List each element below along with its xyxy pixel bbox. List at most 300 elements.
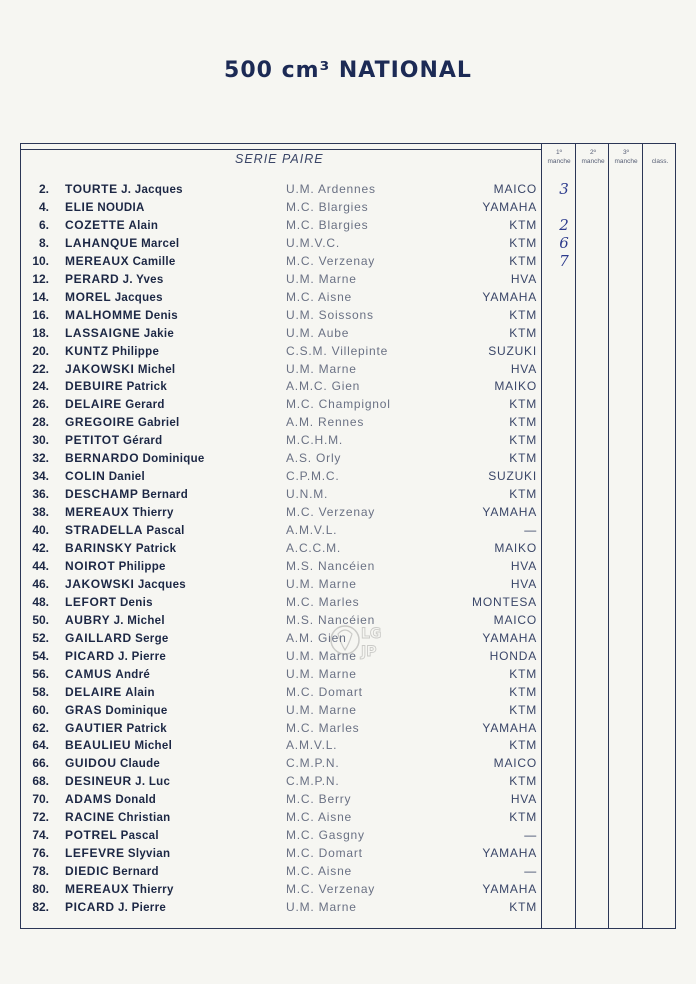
table-row xyxy=(21,198,543,216)
rider-brand: KTM xyxy=(509,702,537,717)
table-row xyxy=(21,503,543,521)
table-row xyxy=(21,647,543,665)
header-manche-1: 1º manche xyxy=(547,149,571,165)
rider-brand: KTM xyxy=(509,666,537,681)
manche-1-result: 7 xyxy=(559,251,569,270)
rider-brand: KTM xyxy=(509,325,537,340)
rider-brand: MAICO xyxy=(493,612,537,627)
rider-brand: KTM xyxy=(509,217,537,232)
rider-surname: GUIDOU xyxy=(65,756,117,771)
rider-surname: BEAULIEU xyxy=(65,738,132,753)
table-row xyxy=(21,251,569,270)
rider-name xyxy=(65,701,168,720)
rider-name xyxy=(65,431,163,450)
table-row xyxy=(21,898,543,916)
rider-number: 26. xyxy=(32,397,49,412)
table-row xyxy=(21,270,543,288)
table-row xyxy=(21,324,543,342)
rider-club: M.C. Aisne xyxy=(286,864,353,879)
rider-brand: KTM xyxy=(509,684,537,699)
rider-firstname: Marcel xyxy=(141,237,180,250)
rider-club: M.C. Domart xyxy=(286,684,363,699)
rider-club: C.M.P.N. xyxy=(286,756,340,771)
rider-surname: MOREL xyxy=(65,289,112,304)
table-row xyxy=(21,719,543,737)
rider-number: 54. xyxy=(32,648,49,663)
rider-brand: KTM xyxy=(509,900,537,914)
rider-surname: MEREAUX xyxy=(65,882,130,897)
rider-surname: RACINE xyxy=(65,810,115,825)
rider-name xyxy=(65,898,166,917)
rider-firstname: Donald xyxy=(115,794,157,807)
rider-surname: COLIN xyxy=(65,469,106,484)
rider-brand: HVA xyxy=(510,792,537,807)
rider-name xyxy=(65,772,170,791)
rider-brand: — xyxy=(524,828,537,843)
rider-firstname: Patrick xyxy=(126,722,168,735)
rider-surname: DIEDIC xyxy=(65,864,110,879)
table-row xyxy=(21,736,543,754)
rider-brand: SUZUKI xyxy=(488,343,537,358)
rider-club: U.M. Marne xyxy=(286,361,357,376)
table-row xyxy=(21,880,543,898)
rider-name xyxy=(65,736,172,755)
rider-firstname: André xyxy=(115,668,151,681)
column-divider xyxy=(642,144,643,928)
serie-heading: SERIE PAIRE xyxy=(235,152,324,166)
rider-brand: KTM xyxy=(509,307,537,322)
table-row xyxy=(21,611,543,629)
svg-text:LG: LG xyxy=(361,626,382,642)
rider-firstname: Philippe xyxy=(112,345,160,358)
rider-surname: TOURTE xyxy=(65,182,118,196)
rider-club: U.M. Soissons xyxy=(286,307,374,322)
rider-surname: LASSAIGNE xyxy=(65,325,141,340)
rider-firstname: J. Michel xyxy=(113,614,165,627)
rider-club: M.C. Verzenay xyxy=(286,882,376,897)
rider-name xyxy=(65,862,159,881)
rider-surname: PICARD xyxy=(65,900,115,914)
rider-surname: NOIROT xyxy=(65,558,116,573)
rider-number: 24. xyxy=(32,379,49,394)
rider-number: 32. xyxy=(32,451,49,466)
rider-club: M.C. Domart xyxy=(286,846,363,861)
rider-number: 82. xyxy=(32,900,49,914)
rider-number: 38. xyxy=(32,505,49,520)
rider-club: U.M. Marne xyxy=(286,648,357,663)
rider-name xyxy=(65,449,205,468)
table-row xyxy=(21,575,543,593)
table-row xyxy=(21,342,543,360)
rider-name xyxy=(65,467,145,486)
rider-brand: KTM xyxy=(509,487,537,502)
rider-firstname: Daniel xyxy=(108,471,145,484)
rider-surname: AUBRY xyxy=(65,612,111,627)
rider-brand: YAMAHA xyxy=(482,199,537,214)
rider-club: M.S. Nancéien xyxy=(286,612,376,627)
rider-number: 60. xyxy=(32,702,49,717)
rider-brand: HVA xyxy=(510,576,537,591)
table-row xyxy=(21,377,543,395)
rider-name xyxy=(65,377,167,396)
rider-name xyxy=(65,360,175,379)
rider-firstname: Denis xyxy=(119,596,153,609)
table-row xyxy=(21,180,569,198)
table-row xyxy=(21,431,543,449)
rider-name xyxy=(65,719,167,738)
rider-firstname: NOUDIA xyxy=(97,201,145,214)
rider-surname: LAHANQUE xyxy=(65,235,138,250)
rider-club: M.C. Blargies xyxy=(286,199,369,214)
rider-number: 14. xyxy=(32,289,49,304)
rider-surname: LEFORT xyxy=(65,594,117,609)
rider-firstname: Jacques xyxy=(137,578,186,591)
rider-name xyxy=(65,557,166,576)
rider-firstname: Slyvian xyxy=(127,848,171,861)
rider-firstname: Claude xyxy=(119,758,161,771)
rider-number: 12. xyxy=(32,271,49,286)
rider-brand: YAMAHA xyxy=(482,289,537,304)
rider-firstname: Bernard xyxy=(141,489,189,502)
rider-club: C.M.P.N. xyxy=(286,774,340,789)
table-row xyxy=(21,683,543,701)
rider-number: 64. xyxy=(32,738,49,753)
rider-club: A.C.C.M. xyxy=(286,541,342,555)
table-row xyxy=(21,485,543,503)
table-row xyxy=(21,539,543,557)
rider-brand: KTM xyxy=(509,451,537,466)
rider-surname: GAUTIER xyxy=(65,720,124,735)
rider-surname: CAMUS xyxy=(65,666,112,681)
rider-number: 50. xyxy=(32,612,49,627)
rider-brand: HONDA xyxy=(489,648,537,663)
rider-number: 2. xyxy=(38,182,49,196)
rider-surname: DESINEUR xyxy=(65,774,132,789)
table-row xyxy=(21,288,543,306)
results-table xyxy=(20,143,676,929)
svg-text:JP: JP xyxy=(361,644,377,660)
table-row xyxy=(21,808,543,826)
rider-club: U.M. Marne xyxy=(286,702,357,717)
rider-number: 70. xyxy=(32,792,49,807)
rider-surname: JAKOWSKI xyxy=(65,576,135,591)
rider-brand: KTM xyxy=(509,397,537,412)
column-divider xyxy=(608,144,609,928)
rider-firstname: Alain xyxy=(125,686,155,699)
rider-number: 56. xyxy=(32,666,49,681)
rider-number: 68. xyxy=(32,774,49,789)
rider-firstname: Gérard xyxy=(123,435,163,448)
rider-firstname: Alain xyxy=(128,219,159,232)
rider-club: U.M. Ardennes xyxy=(286,182,376,196)
rider-firstname: Michel xyxy=(134,740,173,753)
rider-name xyxy=(65,216,158,235)
rider-number: 52. xyxy=(32,630,49,645)
rider-firstname: Dominique xyxy=(142,453,205,466)
rider-name xyxy=(65,306,178,325)
rider-firstname: Thierry xyxy=(132,884,174,897)
table-row xyxy=(21,449,543,467)
rider-name xyxy=(65,198,145,217)
rider-firstname: Michel xyxy=(137,363,176,376)
rider-number: 76. xyxy=(32,846,49,861)
rider-surname: STRADELLA xyxy=(65,523,144,538)
rider-surname: PETITOT xyxy=(65,433,120,448)
rider-brand: KTM xyxy=(509,810,537,825)
rider-club: M.C. Aisne xyxy=(286,810,353,825)
rider-firstname: Philippe xyxy=(118,560,166,573)
rider-name xyxy=(65,180,183,199)
rider-firstname: J. Jacques xyxy=(121,184,183,196)
rider-number: 58. xyxy=(32,684,49,699)
rider-name xyxy=(65,808,171,827)
rider-name xyxy=(65,270,164,289)
rider-firstname: J. Luc xyxy=(135,776,171,789)
rider-firstname: Gabriel xyxy=(137,417,180,430)
rider-club: A.S. Orly xyxy=(286,451,342,466)
rider-firstname: J. Pierre xyxy=(117,650,167,663)
rider-number: 62. xyxy=(32,720,49,735)
manche-1-result: 3 xyxy=(559,180,569,198)
rider-brand: KTM xyxy=(509,433,537,448)
rider-name xyxy=(65,826,159,845)
rider-firstname: Christian xyxy=(117,812,171,825)
rider-club: M.C. Blargies xyxy=(286,217,369,232)
rider-name xyxy=(65,252,176,271)
page-title: 500 cm³ NATIONAL xyxy=(224,58,472,83)
rider-number: 20. xyxy=(32,343,49,358)
rider-firstname: Gerard xyxy=(125,399,165,412)
rider-number: 66. xyxy=(32,756,49,771)
rider-club: A.M.V.L. xyxy=(286,523,338,538)
rider-club: A.M.C. Gien xyxy=(286,379,361,394)
rider-name xyxy=(65,593,153,612)
table-row xyxy=(21,826,543,844)
rider-club: A.M. Rennes xyxy=(286,415,365,430)
manche-1-result: 6 xyxy=(559,233,569,252)
rider-club: M.C. Gasgny xyxy=(286,828,365,843)
rider-club: M.C. Aisne xyxy=(286,289,353,304)
rider-club: A.M. Gien xyxy=(286,630,347,645)
rider-brand: YAMAHA xyxy=(482,630,537,645)
rider-club: U.M. Aube xyxy=(286,325,350,340)
rider-club: U.M.V.C. xyxy=(286,235,340,250)
rider-name xyxy=(65,790,156,809)
rider-surname: GREGOIRE xyxy=(65,415,135,430)
rider-number: 6. xyxy=(38,217,49,232)
rider-number: 72. xyxy=(32,810,49,825)
rider-surname: DELAIRE xyxy=(65,397,122,412)
rider-club: M.C. Marles xyxy=(286,594,360,609)
rider-brand: — xyxy=(524,523,537,538)
rider-club: U.M. Marne xyxy=(286,576,357,591)
rider-name xyxy=(65,611,165,630)
rider-surname: JAKOWSKI xyxy=(65,361,135,376)
table-row xyxy=(21,233,569,252)
rider-number: 74. xyxy=(32,828,49,843)
rider-surname: MEREAUX xyxy=(65,253,130,268)
rider-surname: BERNARDO xyxy=(65,451,140,466)
rider-brand: KTM xyxy=(509,738,537,753)
rider-club: A.M.V.L. xyxy=(286,738,338,753)
rider-firstname: Patrick xyxy=(135,543,177,555)
table-row xyxy=(21,467,543,485)
rider-brand: MONTESA xyxy=(472,594,537,609)
rider-club: U.M. Marne xyxy=(286,900,357,914)
rider-number: 46. xyxy=(32,576,49,591)
rider-brand: KTM xyxy=(509,415,537,430)
rider-brand: MAIKO xyxy=(494,379,537,394)
rider-surname: LEFEVRE xyxy=(65,846,125,861)
rider-brand: SUZUKI xyxy=(488,469,537,484)
rider-club: M.C.H.M. xyxy=(286,433,344,448)
table-row xyxy=(21,701,543,719)
table-row xyxy=(21,629,543,647)
watermark-logo xyxy=(327,614,407,670)
rider-surname: KUNTZ xyxy=(65,343,109,358)
rider-number: 44. xyxy=(32,558,49,573)
rider-name xyxy=(65,288,163,307)
rider-number: 40. xyxy=(32,523,49,538)
rider-firstname: J. Yves xyxy=(122,273,164,286)
header-manche-2: 2º manche xyxy=(581,149,605,165)
rider-firstname: Denis xyxy=(145,309,178,322)
rider-surname: ELIE xyxy=(65,199,95,214)
rider-brand: KTM xyxy=(509,253,537,268)
rider-number: 16. xyxy=(32,307,49,322)
rider-club: M.C. Champignol xyxy=(286,397,391,412)
rider-club: M.C. Verzenay xyxy=(286,505,376,520)
table-row xyxy=(21,665,543,683)
header-manche-3: 3º manche xyxy=(614,149,638,165)
rider-firstname: Camille xyxy=(132,255,176,268)
rider-name xyxy=(65,754,160,773)
rider-number: 78. xyxy=(32,864,49,879)
rider-club: C.S.M. Villepinte xyxy=(286,343,389,358)
rider-name xyxy=(65,395,165,414)
rider-surname: DELAIRE xyxy=(65,684,122,699)
rider-club: M.S. Nancéien xyxy=(286,558,376,573)
rider-number: 22. xyxy=(32,361,49,376)
rider-club: U.M. Marne xyxy=(286,666,357,681)
rider-name xyxy=(65,665,150,684)
rider-number: 30. xyxy=(32,433,49,448)
rider-brand: KTM xyxy=(509,774,537,789)
rider-surname: COZETTE xyxy=(65,217,126,232)
rider-name xyxy=(65,683,155,702)
rider-number: 36. xyxy=(32,487,49,502)
rider-club: M.C. Marles xyxy=(286,720,360,735)
rider-name xyxy=(65,629,169,648)
rider-brand: YAMAHA xyxy=(482,882,537,897)
rider-surname: MEREAUX xyxy=(65,505,130,520)
rider-brand: YAMAHA xyxy=(482,846,537,861)
rider-brand: HVA xyxy=(510,361,537,376)
table-row xyxy=(21,754,543,772)
rider-name xyxy=(65,413,180,432)
rider-name xyxy=(65,521,185,540)
rider-firstname: Pascal xyxy=(146,525,185,538)
table-row xyxy=(21,521,543,539)
rider-firstname: Dominique xyxy=(105,704,168,717)
rider-name xyxy=(65,647,166,666)
rider-number: 4. xyxy=(38,199,49,214)
rider-name xyxy=(65,844,170,863)
rider-firstname: Serge xyxy=(135,632,169,645)
rider-number: 8. xyxy=(38,235,49,250)
rider-firstname: Thierry xyxy=(132,507,174,520)
rider-surname: DEBUIRE xyxy=(65,379,124,394)
rider-name xyxy=(65,485,188,504)
table-row xyxy=(21,413,543,431)
header-rule xyxy=(21,149,541,150)
table-row xyxy=(21,360,543,378)
rider-surname: MALHOMME xyxy=(65,307,142,322)
rider-club: U.N.M. xyxy=(286,487,329,502)
table-row xyxy=(21,593,543,611)
rider-brand: KTM xyxy=(509,235,537,250)
rider-name xyxy=(65,342,159,361)
rider-brand: MAICO xyxy=(493,182,537,196)
rider-name xyxy=(65,234,179,253)
table-row xyxy=(21,306,543,324)
rider-brand: YAMAHA xyxy=(482,505,537,520)
rider-firstname: Jakie xyxy=(143,327,175,340)
rider-brand: — xyxy=(524,864,537,879)
rider-surname: GAILLARD xyxy=(65,630,132,645)
rider-surname: BARINSKY xyxy=(65,541,133,555)
rider-surname: DESCHAMP xyxy=(65,487,139,502)
rider-firstname: Jacques xyxy=(114,291,163,304)
rider-surname: POTREL xyxy=(65,828,118,843)
rider-brand: HVA xyxy=(510,558,537,573)
rider-surname: PICARD xyxy=(65,648,115,663)
table-row xyxy=(21,772,543,790)
rider-number: 28. xyxy=(32,415,49,430)
rider-club: M.C. Berry xyxy=(286,792,352,807)
rider-number: 34. xyxy=(32,469,49,484)
rider-club: M.C. Verzenay xyxy=(286,253,376,268)
rider-name xyxy=(65,324,174,343)
rider-club: C.P.M.C. xyxy=(286,469,340,484)
table-row xyxy=(21,844,543,862)
rider-firstname: Patrick xyxy=(126,381,168,394)
rider-number: 80. xyxy=(32,882,49,897)
rider-brand: MAICO xyxy=(493,756,537,771)
manche-1-result: 2 xyxy=(559,215,569,234)
rider-number: 10. xyxy=(32,253,49,268)
rider-name xyxy=(65,880,174,899)
rider-brand: MAIKO xyxy=(494,541,537,555)
rider-number: 42. xyxy=(32,541,49,555)
rider-club: U.M. Marne xyxy=(286,271,357,286)
rider-name xyxy=(65,503,174,522)
table-row xyxy=(21,215,569,234)
rider-surname: PERARD xyxy=(65,271,120,286)
rider-brand: YAMAHA xyxy=(482,720,537,735)
rider-surname: GRAS xyxy=(65,702,103,717)
table-row xyxy=(21,862,543,880)
table-row xyxy=(21,557,543,575)
rider-number: 48. xyxy=(32,594,49,609)
rider-name xyxy=(65,575,186,594)
rider-brand: HVA xyxy=(510,271,537,286)
rider-firstname: J. Pierre xyxy=(117,902,167,914)
rider-surname: ADAMS xyxy=(65,792,112,807)
rider-firstname: Pascal xyxy=(120,830,159,843)
rider-firstname: Bernard xyxy=(112,866,159,879)
header-class: class. xyxy=(651,158,669,165)
